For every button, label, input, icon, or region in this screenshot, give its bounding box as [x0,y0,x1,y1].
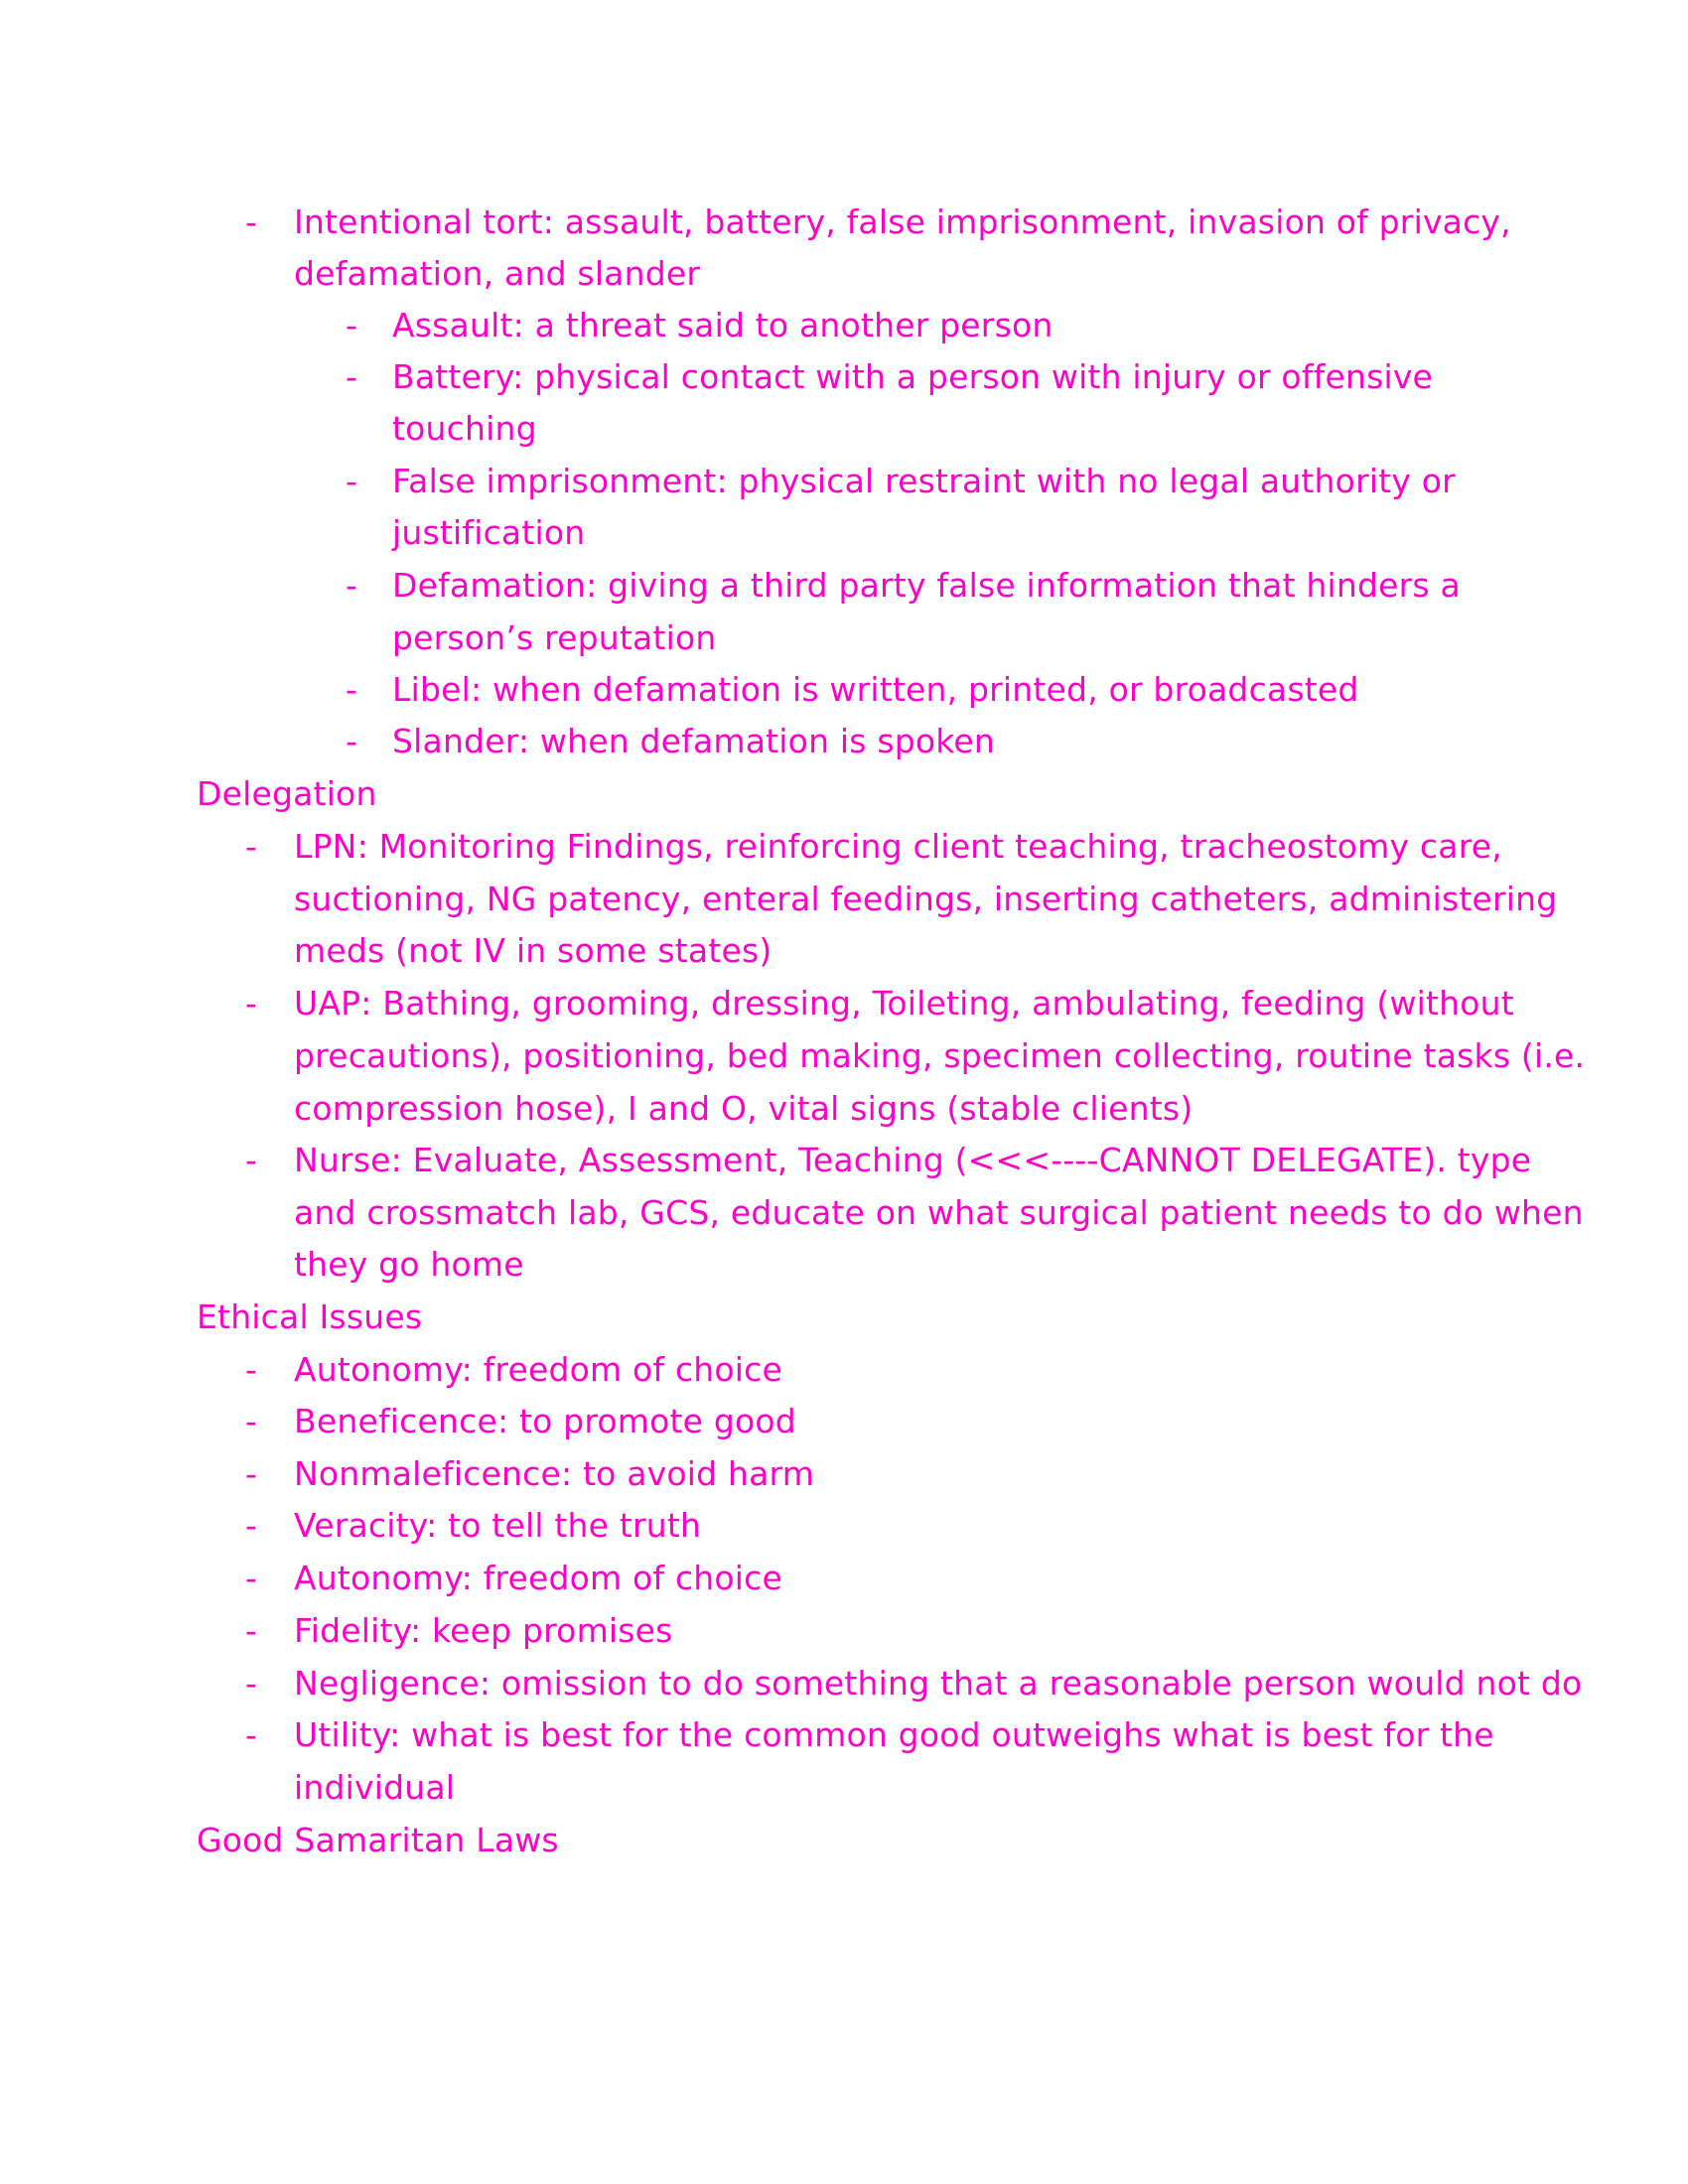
bullet-dash: - [245,1141,258,1179]
list-item-line: Utility: what is best for the common good outweighs what is best for the [294,1715,1494,1754]
bullet-dash: - [346,462,358,500]
bullet-dash: - [245,1402,258,1440]
list-item-line: Negligence: omission to do something that a reasonable person would not do [294,1664,1583,1703]
section-heading-good-samaritan-laws: Good Samaritan Laws [197,1821,559,1859]
list-item-line: UAP: Bathing, grooming, dressing, Toileting, ambulating, feeding (without [294,984,1514,1023]
sub-list-item-line: False imprisonment: physical restraint with no legal authority or [392,462,1456,500]
list-item-line: LPN: Monitoring Findings, reinforcing client teaching, tracheostomy care, [294,827,1502,866]
list-item-line: Nonmaleficence: to avoid harm [294,1454,815,1493]
list-item-line: compression hose), I and O, vital signs (stable clients) [294,1089,1194,1128]
bullet-dash: - [346,357,358,396]
list-item-line: they go home [294,1245,524,1284]
list-item-line: meds (not IV in some states) [294,931,773,970]
sub-list-item-line: person’s reputation [392,618,717,657]
bullet-dash: - [245,1506,258,1545]
sub-list-item-line: Defamation: giving a third party false information that hinders a [392,566,1461,605]
bullet-dash: - [245,1715,258,1754]
sub-list-item-line: Libel: when defamation is written, printed, or broadcasted [392,670,1359,709]
list-item-line: Veracity: to tell the truth [294,1506,702,1545]
list-item-line: precautions), positioning, bed making, specimen collecting, routine tasks (i.e. [294,1036,1586,1075]
list-item-line: Autonomy: freedom of choice [294,1350,783,1389]
bullet-dash: - [245,1664,258,1703]
list-item-line: suctioning, NG patency, enteral feedings, inserting catheters, administering [294,880,1558,918]
section-heading-delegation: Delegation [197,774,377,813]
list-item-line: individual [294,1768,456,1807]
bullet-dash: - [245,984,258,1023]
list-item-line: Intentional tort: assault, battery, false imprisonment, invasion of privacy, [294,203,1511,241]
section-heading-ethical-issues: Ethical Issues [197,1297,423,1336]
bullet-dash: - [245,1611,258,1650]
list-item-line: and crossmatch lab, GCS, educate on what surgical patient needs to do when [294,1193,1584,1232]
bullet-dash: - [245,203,258,241]
sub-list-item-line: Assault: a threat said to another person [392,306,1054,344]
bullet-dash: - [346,670,358,709]
list-item-line: defamation, and slander [294,254,701,293]
bullet-dash: - [245,1559,258,1597]
list-item-line: Beneficence: to promote good [294,1402,796,1440]
bullet-dash: - [245,1454,258,1493]
list-item-line: Nurse: Evaluate, Assessment, Teaching (<<<----CANNOT DELEGATE). type [294,1141,1532,1179]
list-item-line: Fidelity: keep promises [294,1611,673,1650]
sub-list-item-line: Slander: when defamation is spoken [392,722,996,760]
sub-list-item-line: Battery: physical contact with a person with injury or offensive [392,357,1434,396]
list-item-line: Autonomy: freedom of choice [294,1559,783,1597]
bullet-dash: - [245,827,258,866]
bullet-dash: - [245,1350,258,1389]
bullet-dash: - [346,306,358,344]
sub-list-item-line: touching [392,409,537,448]
bullet-dash: - [346,722,358,760]
sub-list-item-line: justification [392,513,586,552]
bullet-dash: - [346,566,358,605]
